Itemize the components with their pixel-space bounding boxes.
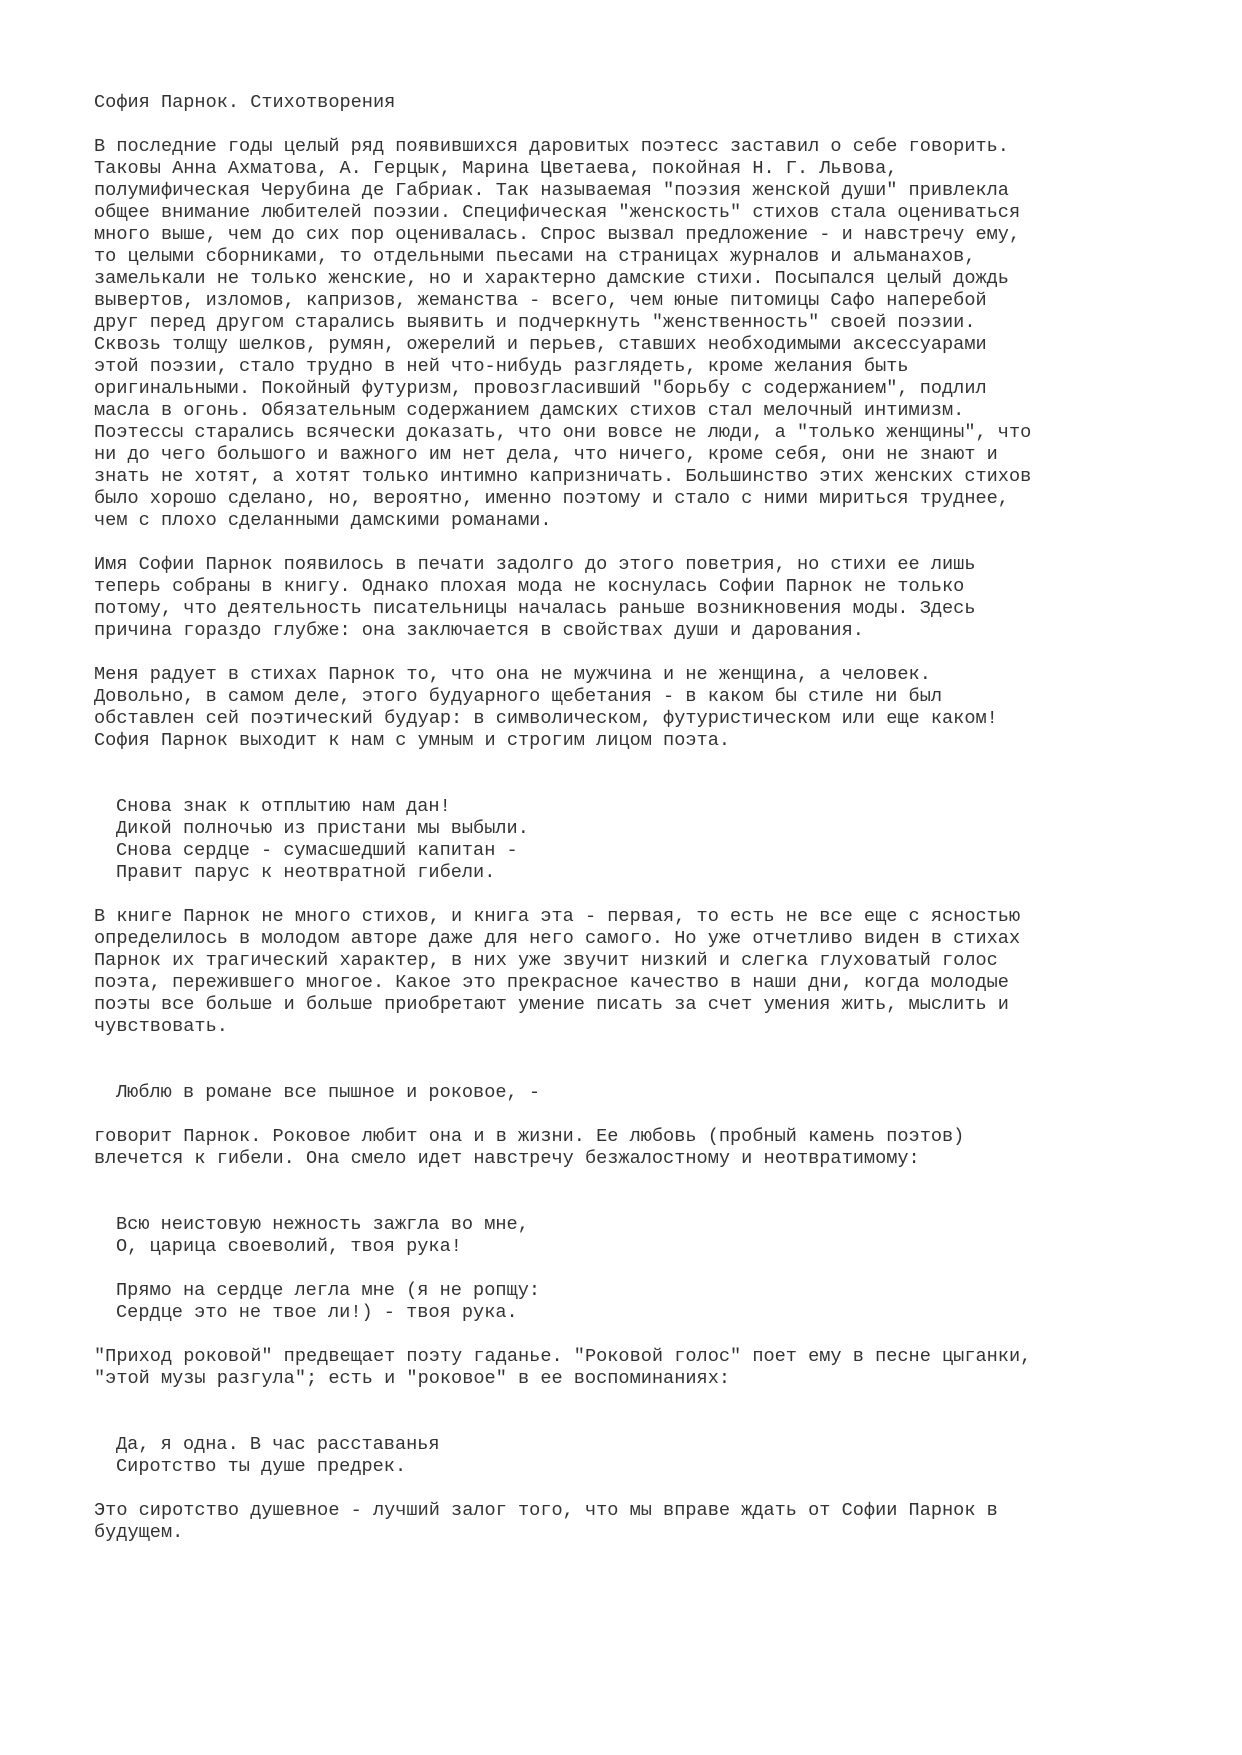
text-line: "этой музы разгула"; есть и "роковое" в ее воспоминаниях:	[94, 1368, 731, 1389]
text-line: теперь собраны в книгу. Однако плохая мода не коснулась Софии Парнок не только	[94, 576, 965, 597]
verse-quote-3b	[94, 1280, 1214, 1324]
text-line: поэта, пережившего многое. Какое это прекрасное качество в наши дни, когда молодые	[94, 972, 1009, 993]
text-line: В книге Парнок не много стихов, и книга эта - первая, то есть не все еще с ясностью	[94, 906, 1021, 927]
verse-quote-1	[94, 796, 1214, 884]
text-line: полумифическая Черубина де Габриак. Так называемая "поэзия женской души" привлекла	[94, 180, 1009, 201]
text-line: влечется к гибели. Она смело идет навстречу безжалостному и неотвратимому:	[94, 1148, 920, 1169]
text-line: вывертов, изломов, капризов, жеманства - всего, чем юные питомицы Сафо наперебой	[94, 290, 987, 311]
text-line: говорит Парнок. Роковое любит она и в жизни. Ее любовь (пробный камень поэтов)	[94, 1126, 965, 1147]
verse-quote-3a	[94, 1214, 1214, 1258]
text-line: масла в огонь. Обязательным содержанием дамских стихов стал мелочный интимизм.	[94, 400, 965, 421]
verse-line: О, царица своеволий, твоя рука!	[116, 1236, 462, 1257]
verse-line: Сиротство ты душе предрек.	[116, 1456, 407, 1477]
text-line: замелькали не только женские, но и характерно дамские стихи. Посыпался целый дождь	[94, 268, 1009, 289]
text-line: "Приход роковой" предвещает поэту гаданье. "Роковой голос" поет ему в песне цыганки,	[94, 1346, 1032, 1367]
verse-line: Сердце это не твое ли!) - твоя рука.	[116, 1302, 518, 1323]
text-line: поэты все больше и больше приобретают умение писать за счет умения жить, мыслить и	[94, 994, 1009, 1015]
text-line: чувствовать.	[94, 1016, 228, 1037]
text-line: оригинальными. Покойный футуризм, провозгласивший "борьбу с содержанием", подлил	[94, 378, 987, 399]
text-line: Меня радует в стихах Парнок то, что она не мужчина и не женщина, а человек.	[94, 664, 931, 685]
verse-line: Да, я одна. В час расставанья	[116, 1434, 440, 1455]
verse-line: Прямо на сердце легла мне (я не ропщу:	[116, 1280, 541, 1301]
paragraph-5	[94, 1126, 1214, 1170]
text-line: Поэтессы старались всячески доказать, что они вовсе не люди, а "только женщины", что	[94, 422, 1032, 443]
text-line: будущем.	[94, 1522, 184, 1543]
text-line: обставлен сей поэтический будуар: в символическом, футуристическом или еще каком!	[94, 708, 998, 729]
text-line: много выше, чем до сих пор оценивалась. Спрос вызвал предложение - и навстречу ему,	[94, 224, 1021, 245]
paragraph-1	[94, 136, 1214, 532]
verse-line: Дикой полночью из пристани мы выбыли.	[116, 818, 529, 839]
text-line: Сквозь толщу шелков, румян, ожерелий и перьев, ставших необходимыми аксессуарами	[94, 334, 987, 355]
paragraph-4	[94, 906, 1214, 1038]
text-line: ни до чего большого и важного им нет дела, что ничего, кроме себя, они не знают и	[94, 444, 998, 465]
text-line: было хорошо сделано, но, вероятно, именно поэтому и стало с ними мириться труднее,	[94, 488, 1009, 509]
text-line: причина гораздо глубже: она заключается в свойствах души и дарования.	[94, 620, 864, 641]
text-line: потому, что деятельность писательницы началась раньше возникновения моды. Здесь	[94, 598, 976, 619]
text-line: друг перед другом старались выявить и подчеркнуть "женственность" своей поэзии.	[94, 312, 976, 333]
text-line: Довольно, в самом деле, этого будуарного щебетания - в каком бы стиле ни был	[94, 686, 943, 707]
text-line: Парнок их трагический характер, в них уже звучит низкий и слегка глуховатый голос	[94, 950, 998, 971]
paragraph-7	[94, 1500, 1214, 1544]
verse-line: Снова сердце - сумасшедший капитан -	[116, 840, 518, 861]
text-line: то целыми сборниками, то отдельными пьесами на страницах журналов и альманахов,	[94, 246, 976, 267]
text-line: Таковы Анна Ахматова, А. Герцык, Марина Цветаева, покойная Н. Г. Львова,	[94, 158, 898, 179]
document-title: София Парнок. Стихотворения	[94, 92, 396, 113]
text-line: чем с плохо сделанными дамскими романами.	[94, 510, 552, 531]
verse-line: Люблю в романе все пышное и роковое, -	[116, 1082, 541, 1103]
paragraph-3	[94, 664, 1214, 752]
verse-line: Правит парус к неотвратной гибели.	[116, 862, 496, 883]
text-line: В последние годы целый ряд появившихся даровитых поэтесс заставил о себе говорить.	[94, 136, 1009, 157]
paragraph-6	[94, 1346, 1214, 1390]
text-line: Это сиротство душевное - лучший залог того, что мы вправе ждать от Софии Парнок в	[94, 1500, 998, 1521]
verse-line: Всю неистовую нежность зажгла во мне,	[116, 1214, 529, 1235]
verse-line: Снова знак к отплытию нам дан!	[116, 796, 451, 817]
text-line: определилось в молодом авторе даже для него самого. Но уже отчетливо виден в стихах	[94, 928, 1021, 949]
verse-quote-2	[94, 1082, 1214, 1104]
text-line: этой поэзии, стало трудно в ней что-нибудь разглядеть, кроме желания быть	[94, 356, 909, 377]
verse-quote-4	[94, 1434, 1214, 1478]
document-page	[94, 92, 1214, 1544]
text-line: знать не хотят, а хотят только интимно капризничать. Большинство этих женских стихов	[94, 466, 1032, 487]
paragraph-2	[94, 554, 1214, 642]
text-line: Имя Софии Парнок появилось в печати задолго до этого поветрия, но стихи ее лишь	[94, 554, 976, 575]
text-line: общее внимание любителей поэзии. Специфическая "женскость" стихов стала оцениваться	[94, 202, 1021, 223]
text-line: София Парнок выходит к нам с умным и строгим лицом поэта.	[94, 730, 731, 751]
